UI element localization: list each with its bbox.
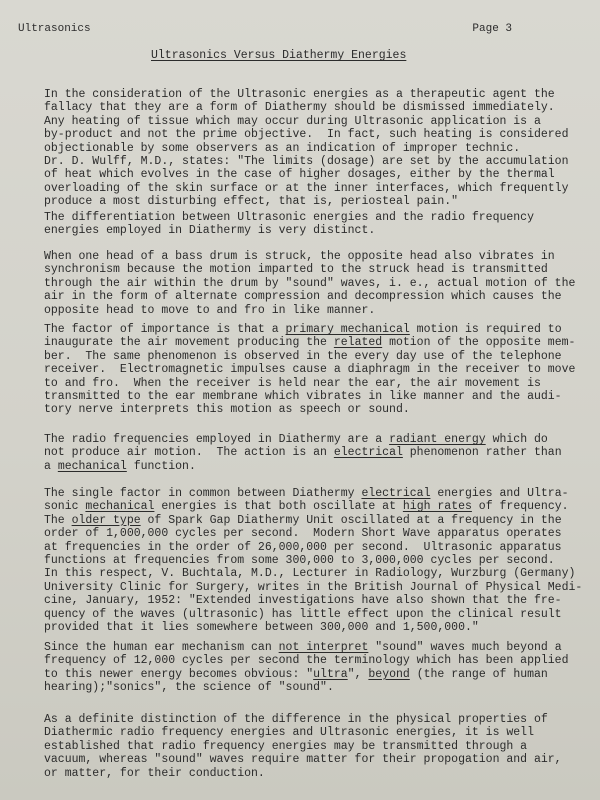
underlined-phrase: mechanical xyxy=(85,500,155,514)
text-line: The factor of importance is that a primary mechanical motion is required to xyxy=(44,323,562,336)
text-line: Dr. D. Wulff, M.D., states: "The limits (dosage) are set by the accumulation xyxy=(44,155,569,169)
text-line: ber. The same phenomenon is observed in the every day use of the telephone xyxy=(44,349,562,363)
text-line: air in the form of alternate compression and decompression which causes the xyxy=(44,290,562,304)
text-line: The radio frequencies employed in Diathermy are a radiant energy which do xyxy=(44,433,548,446)
page-title: Ultrasonics Versus Diathermy Energies xyxy=(151,49,407,62)
text-line: produce a most disturbing effect, that is, periosteal pain." xyxy=(44,195,459,209)
paragraph-1 xyxy=(44,88,584,209)
paragraph-3 xyxy=(44,250,584,317)
text-line: Any heating of tissue which may occur during Ultrasonic application is a xyxy=(44,114,541,128)
underlined-phrase: related xyxy=(333,336,383,350)
text-line: overloading of the skin surface or at the inner interfaces, which frequently xyxy=(44,181,569,195)
text-line: quency of the waves (ultrasonic) has little effect upon the clinical result xyxy=(44,607,562,621)
running-head: Ultrasonics xyxy=(18,23,91,35)
text-line: synchronism because the motion imparted to the struck head is transmitted xyxy=(44,263,548,277)
text-line: objectionable by some observers as an indication of improper technic. xyxy=(44,141,521,155)
text-line: not produce air motion. The action is an electrical phenomenon rather than xyxy=(44,446,562,460)
paragraph-5 xyxy=(44,433,584,473)
text-line: Since the human ear mechanism can not interpret "sound" waves much beyond a xyxy=(44,641,562,654)
paragraph-6 xyxy=(44,487,584,634)
text-line: In this respect, V. Buchtala, M.D., Lecturer in Radiology, Wurzburg (Germany) xyxy=(44,567,576,581)
underlined-phrase: ultra xyxy=(313,667,348,681)
text-line: at frequencies in the order of 26,000,000 per second. Ultrasonic apparatus xyxy=(44,540,562,554)
text-line: energies employed in Diathermy is very distinct. xyxy=(44,224,376,238)
text-line: tory nerve interprets this motion as speech or sound. xyxy=(44,403,410,417)
underlined-phrase: older type xyxy=(71,513,141,527)
underlined-phrase: mechanical xyxy=(57,459,127,473)
underlined-phrase: electrical xyxy=(333,446,403,460)
underlined-phrase: not interpret xyxy=(278,641,369,654)
text-line: fallacy that they are a form of Diathermy should be dismissed immediately. xyxy=(44,101,555,115)
paragraph-8 xyxy=(44,713,584,780)
underlined-phrase: electrical xyxy=(361,487,431,500)
text-line: by-product and not the prime objective. In fact, such heating is considered xyxy=(44,128,569,142)
page-number: Page 3 xyxy=(472,23,512,35)
text-line: frequency of 12,000 cycles per second the terminology which has been applied xyxy=(44,654,569,668)
text-line: Diathermic radio frequency energies and Ultrasonic energies, it is well xyxy=(44,726,534,740)
text-line: The single factor in common between Diathermy electrical energies and Ultra- xyxy=(44,487,569,500)
text-line: order of 1,000,000 cycles per second. Modern Short Wave apparatus operates xyxy=(44,527,562,541)
text-line: University Clinic for Surgery, writes in the British Journal of Physical Medi- xyxy=(44,580,583,594)
underlined-phrase: beyond xyxy=(368,667,410,681)
text-line: sonic mechanical energies is that both oscillate at high rates of frequency. xyxy=(44,500,569,514)
text-line: established that radio frequency energies may be transmitted through a xyxy=(44,739,528,753)
text-line: vacuum, whereas "sound" waves require matter for their propogation and air, xyxy=(44,753,562,767)
underlined-phrase: high rates xyxy=(402,500,472,514)
text-line: to this newer energy becomes obvious: "ultra", beyond (the range of human xyxy=(44,667,548,681)
underlined-phrase: primary mechanical xyxy=(285,323,410,336)
paragraph-4 xyxy=(44,323,584,417)
underlined-phrase: radiant energy xyxy=(389,433,486,446)
text-line: As a definite distinction of the difference in the physical properties of xyxy=(44,713,548,726)
text-line: or matter, for their conduction. xyxy=(44,766,265,780)
text-line: through the air within the drum by "sound" waves, i. e., actual motion of the xyxy=(44,276,576,290)
text-line: to and fro. When the receiver is held near the ear, the air movement is xyxy=(44,376,541,390)
text-line: In the consideration of the Ultrasonic energies as a therapeutic agent the xyxy=(44,88,555,101)
text-line: hearing);"sonics", the science of "sound". xyxy=(44,681,334,695)
text-line: a mechanical function. xyxy=(44,459,196,473)
text-line: opposite head to move to and fro in like manner. xyxy=(44,303,376,317)
text-line: provided that it lies somewhere between 300,000 and 1,500,000." xyxy=(44,621,479,635)
text-line: receiver. Electromagnetic impulses cause a diaphragm in the receiver to move xyxy=(44,363,576,377)
paragraph-7 xyxy=(44,641,584,695)
text-line: functions at frequencies from some 300,000 to 3,000,000 cycles per second. xyxy=(44,554,555,568)
text-line: transmitted to the ear membrane which vibrates in like manner and the audi- xyxy=(44,390,562,404)
text-line: The older type of Spark Gap Diathermy Unit oscillated at a frequency in the xyxy=(44,513,562,527)
text-line: The differentiation between Ultrasonic energies and the radio frequency xyxy=(44,211,534,224)
text-line: of heat which evolves in the case of higher dosages, either by the thermal xyxy=(44,168,555,182)
text-line: inaugurate the air movement producing the related motion of the opposite mem- xyxy=(44,336,576,350)
paragraph-2 xyxy=(44,211,584,238)
text-line: cine, January, 1952: "Extended investigations have also shown that the fre- xyxy=(44,594,562,608)
text-line: When one head of a bass drum is struck, the opposite head also vibrates in xyxy=(44,250,555,263)
